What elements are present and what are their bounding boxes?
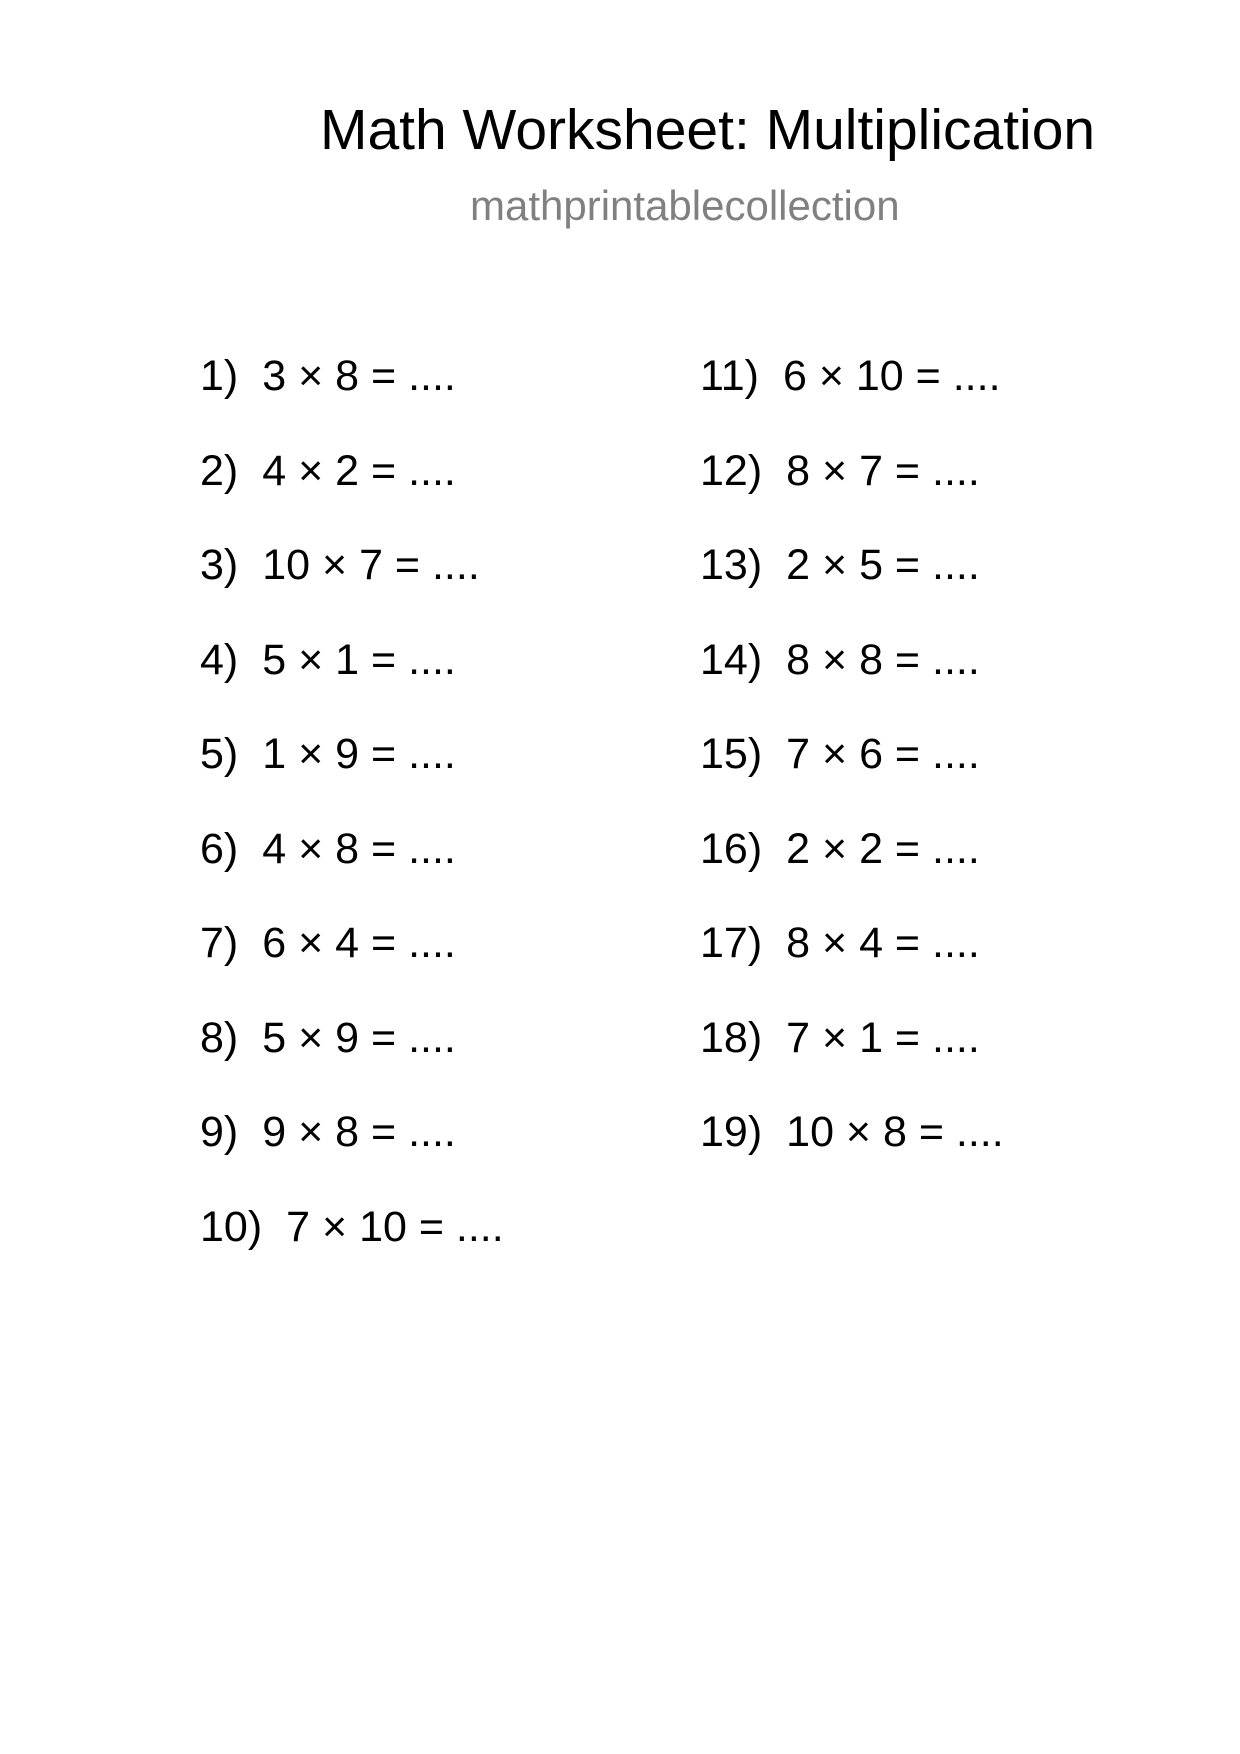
problem-column-left: [200, 346, 504, 1291]
problem-expression: 6 × 10 = ....: [782, 352, 1001, 400]
problem-number: 11): [700, 352, 759, 400]
problem-number: 19): [700, 1108, 763, 1156]
problem-number: 6): [200, 824, 239, 873]
problem-item: [200, 913, 504, 1008]
problem-item: [200, 1008, 504, 1103]
problem-column-right: [700, 346, 1004, 1197]
problem-expression: 2 × 5 = ....: [786, 541, 980, 589]
page-subtitle: mathprintablecollection: [470, 182, 900, 229]
problem-number: 8): [200, 1013, 239, 1062]
problem-expression: 5 × 1 = ....: [262, 635, 456, 684]
page-title: Math Worksheet: Multiplication: [320, 98, 1096, 162]
problem-item: [700, 630, 1004, 725]
problem-number: 7): [200, 919, 239, 967]
problem-number: 2): [200, 446, 239, 495]
problem-item: [200, 819, 504, 914]
problem-number: 1): [200, 352, 239, 400]
problem-expression: 8 × 7 = ....: [786, 446, 980, 495]
problem-item: [700, 724, 1004, 819]
problem-number: 13): [700, 541, 763, 589]
problem-number: 9): [200, 1108, 239, 1156]
problem-number: 10): [200, 1202, 263, 1251]
problem-number: 4): [200, 635, 239, 684]
problem-item: [700, 913, 1004, 1008]
problem-number: 5): [200, 730, 239, 778]
problem-item: [200, 630, 504, 725]
problem-expression: 2 × 2 = ....: [786, 824, 980, 873]
problem-number: 16): [700, 824, 763, 873]
problem-item: [200, 1197, 504, 1292]
problem-item: [700, 441, 1004, 536]
problem-expression: 6 × 4 = ....: [262, 919, 456, 967]
problem-expression: 10 × 8 = ....: [786, 1108, 1004, 1156]
problem-item: [700, 819, 1004, 914]
problem-expression: 8 × 8 = ....: [786, 635, 980, 684]
problem-number: 15): [700, 730, 763, 778]
problem-expression: 8 × 4 = ....: [786, 919, 980, 967]
problem-expression: 7 × 10 = ....: [286, 1202, 504, 1251]
problem-item: [200, 724, 504, 819]
problem-item: [200, 1102, 504, 1197]
problem-item: [200, 535, 504, 630]
problem-expression: 4 × 2 = ....: [262, 446, 456, 495]
problem-number: 12): [700, 446, 763, 495]
problem-expression: 1 × 9 = ....: [262, 730, 456, 778]
problem-number: 3): [200, 541, 239, 589]
problem-number: 17): [700, 919, 763, 967]
problem-item: [200, 346, 504, 441]
problem-item: [700, 1008, 1004, 1103]
problem-expression: 5 × 9 = ....: [262, 1013, 456, 1062]
problem-number: 18): [700, 1013, 763, 1062]
problem-item: [700, 346, 1004, 441]
problem-expression: 7 × 1 = ....: [786, 1013, 980, 1062]
problem-expression: 4 × 8 = ....: [262, 824, 456, 873]
problem-number: 14): [700, 635, 763, 684]
problem-expression: 10 × 7 = ....: [262, 541, 480, 589]
problem-item: [700, 535, 1004, 630]
problem-expression: 7 × 6 = ....: [786, 730, 980, 778]
problem-expression: 3 × 8 = ....: [262, 352, 456, 400]
problem-item: [700, 1102, 1004, 1197]
problem-expression: 9 × 8 = ....: [262, 1108, 456, 1156]
problem-item: [200, 441, 504, 536]
